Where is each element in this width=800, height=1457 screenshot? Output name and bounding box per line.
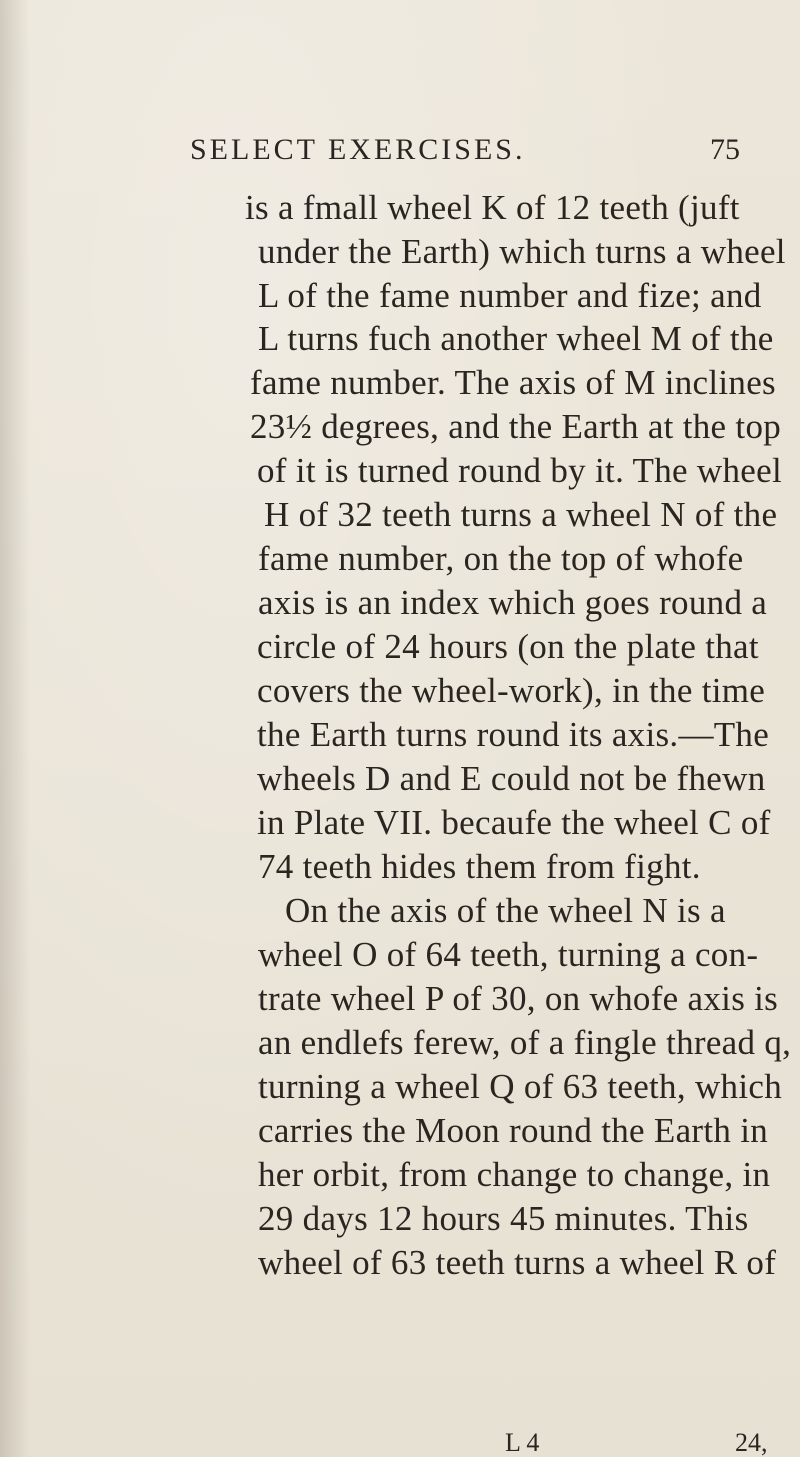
running-head-title: SELECT EXERCISES. [190,133,526,166]
text-line: her orbit, from change to change, in [258,1155,771,1194]
text-line: carries the Moon round the Earth in [258,1111,769,1150]
text-line: turning a wheel Q of 63 teeth, which [258,1067,782,1106]
page-number: 75 [710,133,740,166]
footer-line [0,1428,800,1456]
text-line: On the axis of the wheel N is a [285,891,726,930]
text-line: fame number. The axis of M inclines [250,363,776,402]
page-gutter-shadow [0,0,30,1457]
signature-mark: L 4 [505,1428,540,1457]
text-line: is a fmall wheel K of 12 teeth (juft [245,188,740,227]
text-line: of it is turned round by it. The wheel [257,451,782,490]
text-line: 23½ degrees, and the Earth at the top [250,407,782,446]
text-line: the Earth turns round its axis.—The [257,715,770,754]
text-line: in Plate VII. becaufe the wheel C of [257,803,771,842]
text-line: trate wheel P of 30, on whofe axis is [258,979,779,1018]
text-line: fame number, on the top of whofe [258,539,744,578]
text-line: wheel O of 64 teeth, turning a con- [258,935,759,974]
text-line: 74 teeth hides them from fight. [258,847,701,886]
text-line: an endlefs ferew, of a fingle thread q, [258,1023,792,1062]
text-line: H of 32 teeth turns a wheel N of the [264,495,778,534]
text-line: wheels D and E could not be fhewn [257,759,766,798]
text-line: L of the fame number and fize; and [258,276,762,315]
text-line: axis is an index which goes round a [258,583,768,622]
text-line: L turns fuch another wheel M of the [258,319,774,358]
catchword: 24, [735,1428,768,1457]
text-line: wheel of 63 teeth turns a wheel R of [258,1243,777,1282]
text-line: 29 days 12 hours 45 minutes. This [258,1199,749,1238]
text-line: under the Earth) which turns a wheel [258,232,786,271]
running-head [190,133,770,177]
text-line: covers the wheel-work), in the time [257,671,766,710]
text-line: circle of 24 hours (on the plate that [257,627,759,666]
